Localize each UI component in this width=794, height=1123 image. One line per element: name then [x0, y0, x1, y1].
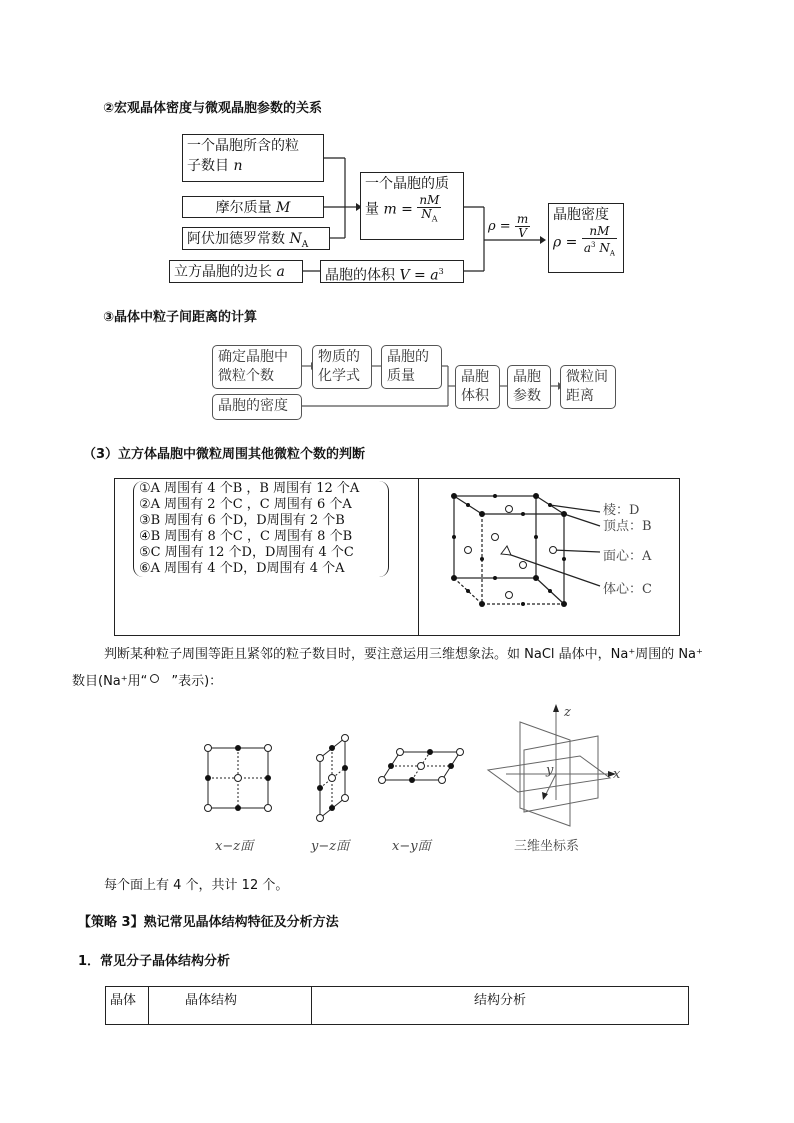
rho-formula: ρ = $\frac{m}{V}$ [488, 212, 529, 240]
cell-mass-box: 一个晶胞的质 量 m = $\frac{nM}{N_A}$ [360, 172, 464, 240]
open-circle-icon [150, 674, 159, 683]
neighbor-table-divider [418, 479, 419, 635]
table-header-structure: 晶体结构 [149, 987, 312, 1025]
axis-z-label: z [564, 705, 571, 720]
strategy-heading: 【策略 3】熟记常见晶体结构特征及分析方法 [78, 915, 339, 930]
label-edge: 棱：D [603, 503, 640, 518]
neighbor-item: ⑥A 周围有 4 个D，D周围有 4 个A [139, 561, 345, 576]
step-particle-count: 确定晶胞中 微粒个数 [212, 345, 302, 389]
step-cell-volume: 晶胞 体积 [455, 365, 500, 409]
paragraph-line2: 数目(Na⁺用“ ”表示)： [72, 674, 223, 689]
table-header-crystal: 晶体 [106, 987, 149, 1025]
crystal-structure-table [105, 986, 689, 1025]
axis-x-label: x [613, 767, 621, 782]
coordinate-system-label: 三维坐标系 [514, 839, 580, 854]
neighbor-item: ②A 周围有 2 个C ，C 周围有 6 个A [139, 497, 352, 512]
section-heading-neighbors: （3）立方体晶胞中微粒周围其他微粒个数的判断 [83, 447, 366, 462]
subsection-heading: 1．常见分子晶体结构分析 [78, 954, 231, 969]
summary-text: 每个面上有 4 个，共计 12 个。 [104, 878, 289, 893]
particle-count-box: 一个晶胞所含的粒 子数目 n [182, 134, 324, 182]
xz-plane-label: x−z面 [215, 839, 254, 854]
cell-edge-box: 立方晶胞的边长 a [169, 260, 303, 283]
label-vertex: 顶点：B [603, 519, 652, 534]
cell-volume-box: 晶胞的体积 $V = a^3$ [320, 260, 464, 283]
section-heading-distance: ③晶体中粒子间距离的计算 [103, 310, 258, 325]
table-header-analysis: 结构分析 [312, 987, 689, 1025]
step-cell-mass: 晶胞的 质量 [381, 345, 442, 389]
axis-y-label: y [546, 763, 554, 778]
step-formula: 物质的 化学式 [312, 345, 372, 389]
label-body-center: 体心：C [603, 582, 652, 597]
step-particle-distance: 微粒间 距离 [560, 365, 616, 409]
yz-plane-label: y−z面 [311, 839, 350, 854]
neighbor-item: ①A 周围有 4 个B ，B 周围有 12 个A [139, 481, 360, 496]
neighbor-item: ⑤C 周围有 12 个D，D周围有 4 个C [139, 545, 354, 560]
paragraph-line1: 判断某种粒子周围等距且紧邻的粒子数目时，要注意运用三维想象法。如 NaCl 晶体中，Na⁺周围的 Na⁺ [104, 647, 703, 662]
density-connectors [0, 0, 794, 300]
step-cell-density: 晶胞的密度 [212, 394, 302, 420]
avogadro-box: 阿伏加德罗常数 $N_A$ [182, 227, 330, 250]
neighbor-list [139, 481, 359, 577]
molar-mass-box: 摩尔质量 M [182, 196, 324, 218]
neighbor-item: ③B 周围有 6 个D，D周围有 2 个B [139, 513, 345, 528]
step-cell-parameter: 晶胞 参数 [507, 365, 551, 409]
crystal-density-box: 晶胞密度 ρ = $\frac{nM}{a^3 N_A}$ [548, 203, 624, 273]
label-face-center: 面心：A [603, 549, 652, 564]
xy-plane-label: x−y面 [392, 839, 431, 854]
neighbor-item: ④B 周围有 8 个C ，C 周围有 8 个B [139, 529, 353, 544]
section-heading-density: ②宏观晶体密度与微观晶胞参数的关系 [103, 101, 323, 116]
